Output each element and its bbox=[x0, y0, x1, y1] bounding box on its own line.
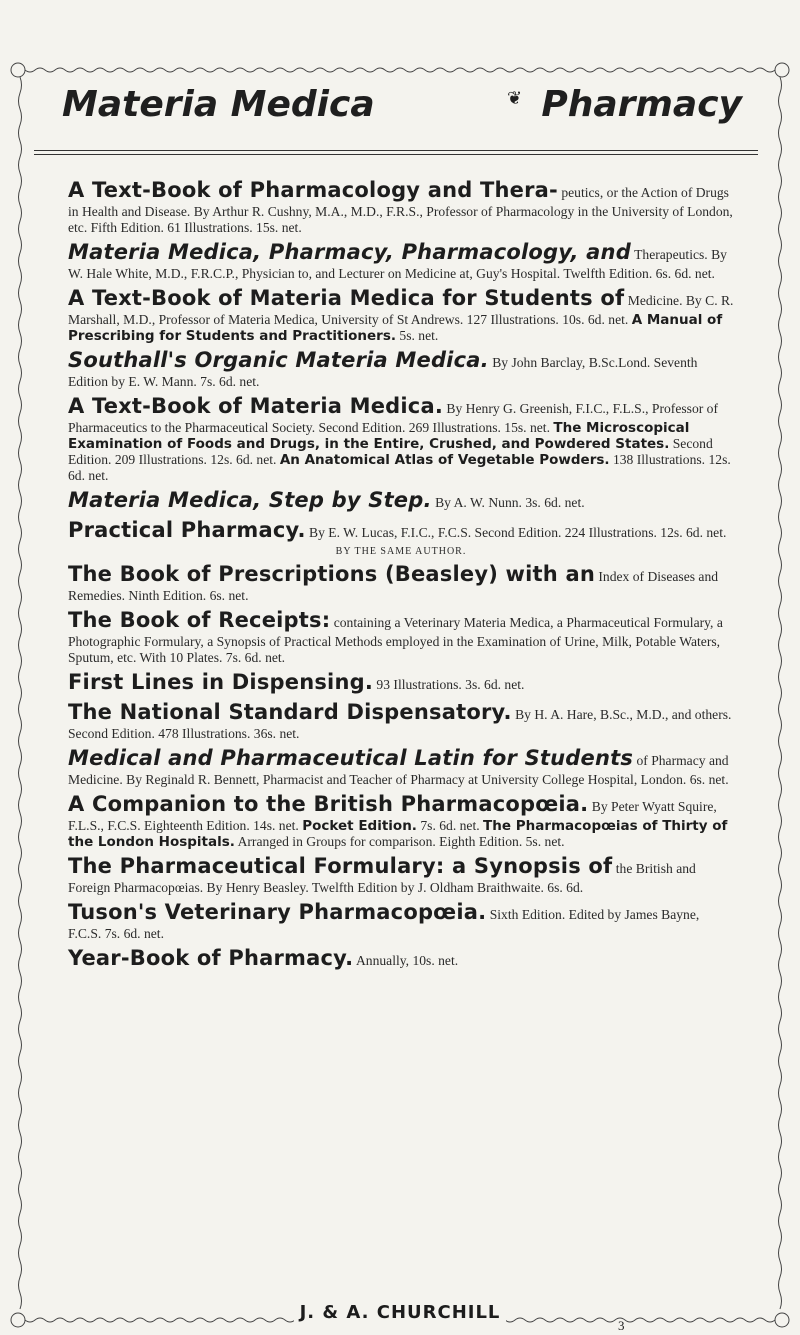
book-title: Practical Pharmacy. bbox=[68, 518, 306, 542]
book-entry bbox=[68, 744, 734, 788]
page-number: 3 bbox=[618, 1318, 625, 1333]
book-title: Materia Medica, Step by Step. bbox=[68, 488, 432, 512]
header-materia-medica: Materia Medica bbox=[62, 84, 375, 125]
book-description: Index of Diseases and Remedies. Ninth Edition. 6s. net. bbox=[68, 569, 719, 603]
leaf-ornament-icon: ❦ bbox=[507, 88, 523, 109]
book-entry bbox=[68, 176, 734, 236]
book-title: Year-Book of Pharmacy. bbox=[68, 946, 354, 970]
book-list bbox=[68, 176, 734, 974]
book-description: Sixth Edition. Edited by James Bayne, F.C.S. 7s. 6d. net. bbox=[68, 907, 700, 941]
book-entry bbox=[68, 346, 734, 390]
book-title: Materia Medica, Pharmacy, Pharmacology, and bbox=[68, 240, 631, 264]
header-rule bbox=[34, 150, 758, 151]
book-title: The National Standard Dispensatory. bbox=[68, 700, 512, 724]
book-entry bbox=[68, 790, 734, 850]
book-description: By Henry G. Greenish, F.I.C., F.L.S., Professor of Pharmaceutics to the Pharmaceutical Society. Second Edition. 269 Illustrations. 15s. net. bbox=[68, 401, 718, 435]
book-description: peutics, or the Action of Drugs in Health and Disease. By Arthur R. Cushny, M.A., M.D., F.R.S., Professor of Pharmacology in the University of London, etc. Fifth Edition. 61 Illustrations. 15s. net. bbox=[68, 185, 733, 235]
book-title: The Book of Prescriptions (Beasley) with an bbox=[68, 562, 595, 586]
related-title: The Microscopical Examination of Foods and Drugs, in the Entire, Crushed, and Powdered States. bbox=[68, 420, 690, 452]
book-description: containing a Veterinary Materia Medica, a Pharmaceutical Formulary, a Photographic Formulary, a Synopsis of Practical Methods employed in the Examination of Urine, Milk, Potable Waters, Sputum, etc. With 10 Plates. 7s. 6d. net. bbox=[68, 615, 723, 665]
book-title: The Book of Receipts: bbox=[68, 608, 331, 632]
book-entry bbox=[68, 668, 734, 696]
book-description: Therapeutics. By W. Hale White, M.D., F.R.C.P., Physician to, and Lecturer on Medicine at, Guy's Hospital. Twelfth Edition. 6s. 6d. net. bbox=[68, 247, 727, 281]
book-title: A Text-Book of Pharmacology and Thera- bbox=[68, 178, 558, 202]
related-description: Second Edition. 209 Illustrations. 12s. 6d. net. bbox=[68, 436, 713, 467]
related-title: Pocket Edition. bbox=[302, 818, 417, 834]
book-title: A Text-Book of Materia Medica. bbox=[68, 394, 444, 418]
same-author-note: BY THE SAME AUTHOR. bbox=[335, 546, 467, 557]
book-description: the British and Foreign Pharmacopœias. By Henry Beasley. Twelfth Edition by J. Oldham Braithwaite. 6s. 6d. bbox=[68, 861, 696, 895]
book-entry bbox=[68, 560, 734, 604]
book-title: A Companion to the British Pharmacopœia. bbox=[68, 792, 589, 816]
book-description: By E. W. Lucas, F.I.C., F.C.S. Second Edition. 224 Illustrations. 12s. 6d. net. bbox=[309, 525, 727, 540]
book-description: By Peter Wyatt Squire, F.L.S., F.C.S. Eighteenth Edition. 14s. net. bbox=[68, 799, 717, 833]
book-description: Annually, 10s. net. bbox=[355, 953, 459, 968]
related-title: The Pharmacopœias of Thirty of the London Hospitals. bbox=[68, 818, 728, 850]
book-description: 93 Illustrations. 3s. 6d. net. bbox=[376, 677, 525, 692]
book-title: Southall's Organic Materia Medica. bbox=[68, 348, 489, 372]
publisher-name: J. & A. CHURCHILL bbox=[294, 1302, 507, 1323]
related-title: An Anatomical Atlas of Vegetable Powders. bbox=[279, 452, 610, 468]
book-entry bbox=[68, 392, 734, 484]
book-description: Medicine. By C. R. Marshall, M.D., Professor of Materia Medica, University of St Andrews. 127 Illustrations. 10s. 6d. net. bbox=[68, 293, 734, 327]
book-title: A Text-Book of Materia Medica for Students of bbox=[68, 286, 625, 310]
book-entry bbox=[68, 284, 734, 344]
header-pharmacy: Pharmacy bbox=[541, 84, 742, 125]
related-description: 138 Illustrations. 12s. 6d. net. bbox=[68, 452, 731, 483]
book-entry bbox=[68, 898, 734, 942]
book-entry bbox=[68, 486, 734, 514]
book-description: By A. W. Nunn. 3s. 6d. net. bbox=[435, 495, 585, 510]
book-title: The Pharmaceutical Formulary: a Synopsis of bbox=[68, 854, 613, 878]
book-entry bbox=[68, 238, 734, 282]
book-title: Tuson's Veterinary Pharmacopœia. bbox=[68, 900, 487, 924]
book-title: Medical and Pharmaceutical Latin for Students bbox=[68, 746, 634, 770]
publisher-footer bbox=[0, 1302, 800, 1323]
related-description: Arranged in Groups for comparison. Eighth Edition. 5s. net. bbox=[237, 834, 565, 849]
related-description: 5s. net. bbox=[399, 328, 439, 343]
related-description: 7s. 6d. net. bbox=[420, 818, 480, 833]
book-description: By John Barclay, B.Sc.Lond. Seventh Edition by E. W. Mann. 7s. 6d. net. bbox=[68, 355, 698, 389]
book-description: of Pharmacy and Medicine. By Reginald R. Bennett, Pharmacist and Teacher of Pharmacy at University College Hospital, London. 6s. net. bbox=[68, 753, 729, 787]
book-description: By H. A. Hare, B.Sc., M.D., and others. Second Edition. 478 Illustrations. 36s. net. bbox=[68, 707, 732, 741]
related-title: A Manual of Prescribing for Students and Practitioners. bbox=[68, 312, 723, 344]
book-entry bbox=[68, 606, 734, 666]
book-entry bbox=[68, 852, 734, 896]
book-entry bbox=[68, 944, 734, 972]
book-entry bbox=[68, 698, 734, 742]
book-title: First Lines in Dispensing. bbox=[68, 670, 374, 694]
book-entry bbox=[68, 516, 734, 558]
header-rule bbox=[34, 154, 758, 155]
